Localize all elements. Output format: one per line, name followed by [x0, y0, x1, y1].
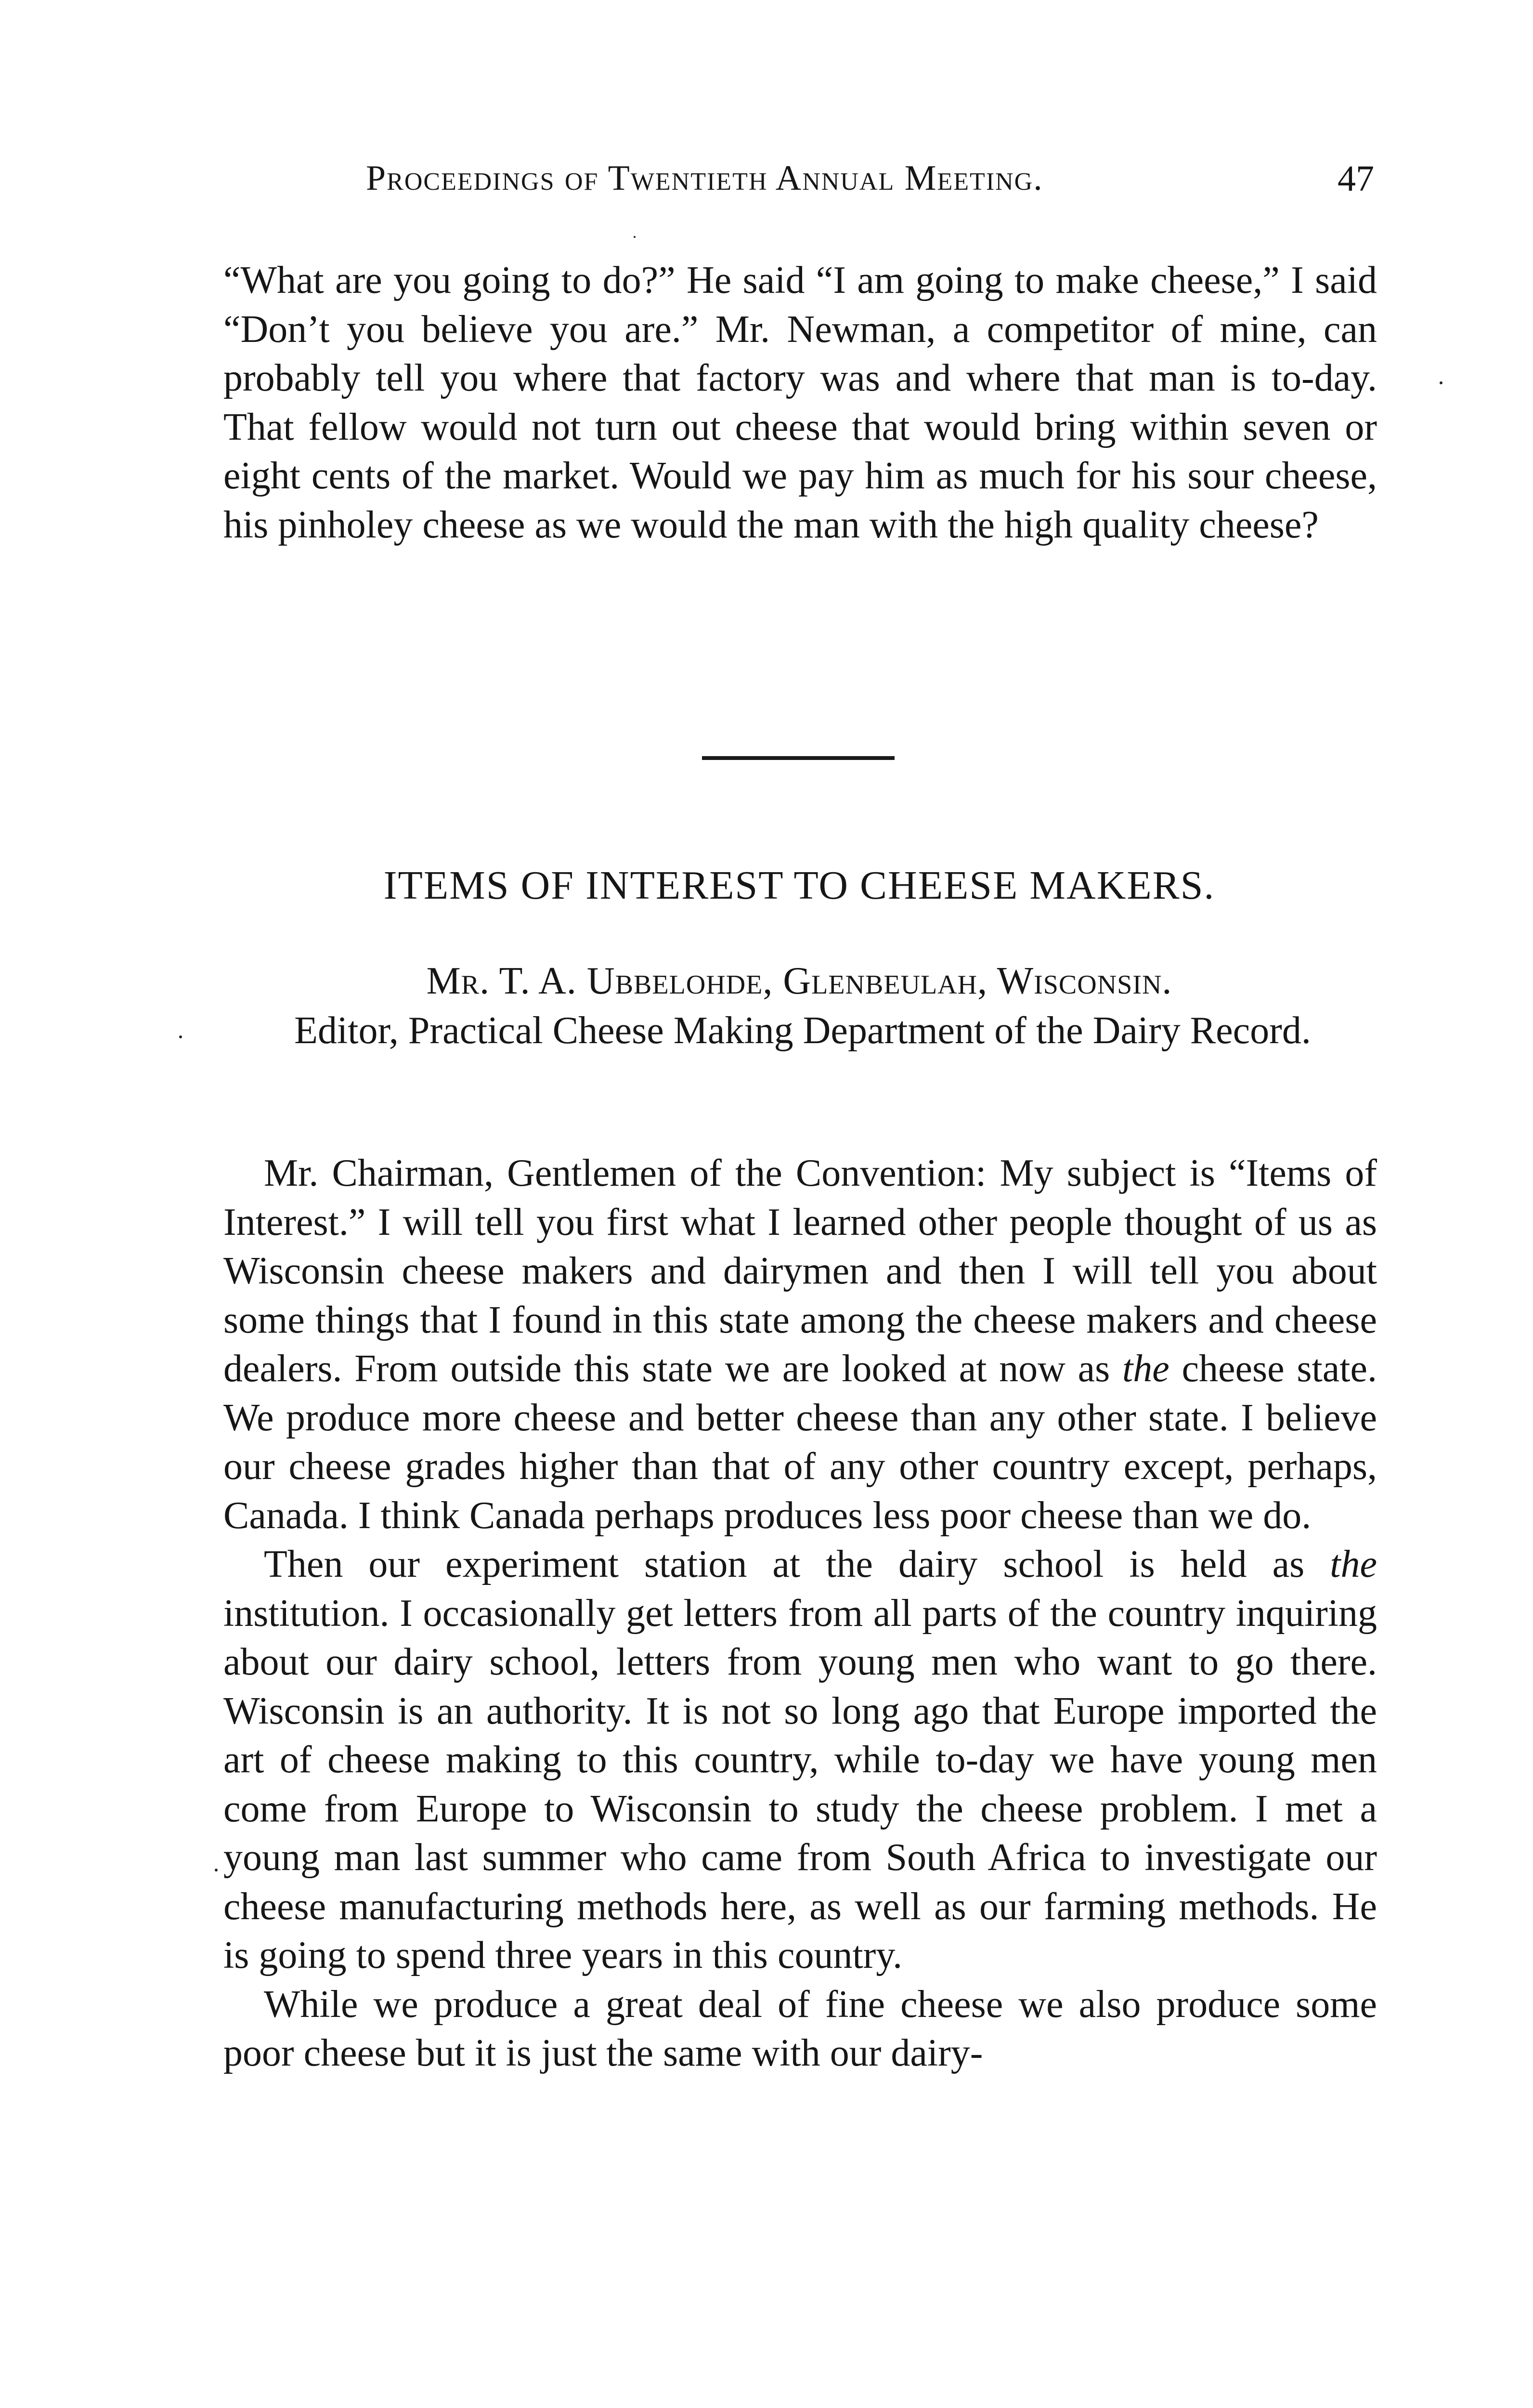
body-paragraph-1-text: Mr. Chairman, Gentlemen of the Convention: My subject is “Items of Interest.” I will tell you first what I learned other people thought of us as Wisconsin cheese makers and dairymen and then I will tell you about some things that I found in this state among the cheese makers and cheese dealers. From outside this state we are looked at now as — [223, 1152, 1377, 1390]
running-head-title: Proceedings of Twentieth Annual Meeting. — [366, 158, 1043, 198]
section-divider-rule — [702, 756, 895, 760]
body-paragraph-2-emphasis: the — [1330, 1543, 1377, 1585]
body-paragraph-1 — [223, 1149, 1377, 1540]
scan-speck — [634, 236, 636, 238]
article-body — [223, 1149, 1377, 2078]
page-number: 47 — [1338, 158, 1374, 199]
body-paragraph-2-start: Then our experiment station at the dairy school is held as — [264, 1543, 1305, 1585]
body-paragraph-1-emphasis: the — [1122, 1348, 1169, 1390]
body-paragraph-3: While we produce a great deal of fine cheese we also produce some poor cheese but it is just the same with our dairy- — [223, 1983, 1377, 2074]
body-paragraph-1-rest: cheese state. We produce more cheese and better cheese than any other state. I believe our cheese grades higher than that of any other country except, perhaps, Canada. I think Canada perhaps produces less poor cheese than we do. — [223, 1348, 1377, 1537]
scan-speck — [215, 1869, 218, 1871]
continued-paragraph: “What are you going to do?” He said “I am going to make cheese,” I said “Don’t you believe you are.” Mr. Newman, a competitor of mine, can probably tell you where that factory was and where that man is to-day. That fellow would not turn out cheese that would bring within seven or eight cents of the market. Would we pay him as much for his sour cheese, his pinholey cheese as we would the man with the high quality cheese? — [223, 259, 1377, 546]
editor-credit-line: Editor, Practical Cheese Making Department of the Dairy Record. — [294, 1009, 1311, 1052]
section-title: ITEMS OF INTEREST TO CHEESE MAKERS. — [383, 863, 1215, 908]
scan-speck — [1440, 381, 1442, 384]
speaker-byline: Mr. T. A. Ubbelohde, Glenbeulah, Wisconsin. — [426, 960, 1172, 1002]
body-paragraph-2 — [223, 1540, 1377, 1980]
scan-speck — [179, 1035, 182, 1038]
body-paragraph-2-rest: institution. I occasionally get letters from all parts of the country inquiring about our dairy school, letters from young men who want to go there. Wisconsin is an authority. It is not so long ago that Europe imported the art of cheese making to this country, while to-day we have young men come from Europe to Wisconsin to study the cheese problem. I met a young man last summer who came from South Africa to investigate our cheese manufacturing methods here, as well as our farming methods. He is going to spend three years in this country. — [223, 1592, 1377, 1976]
